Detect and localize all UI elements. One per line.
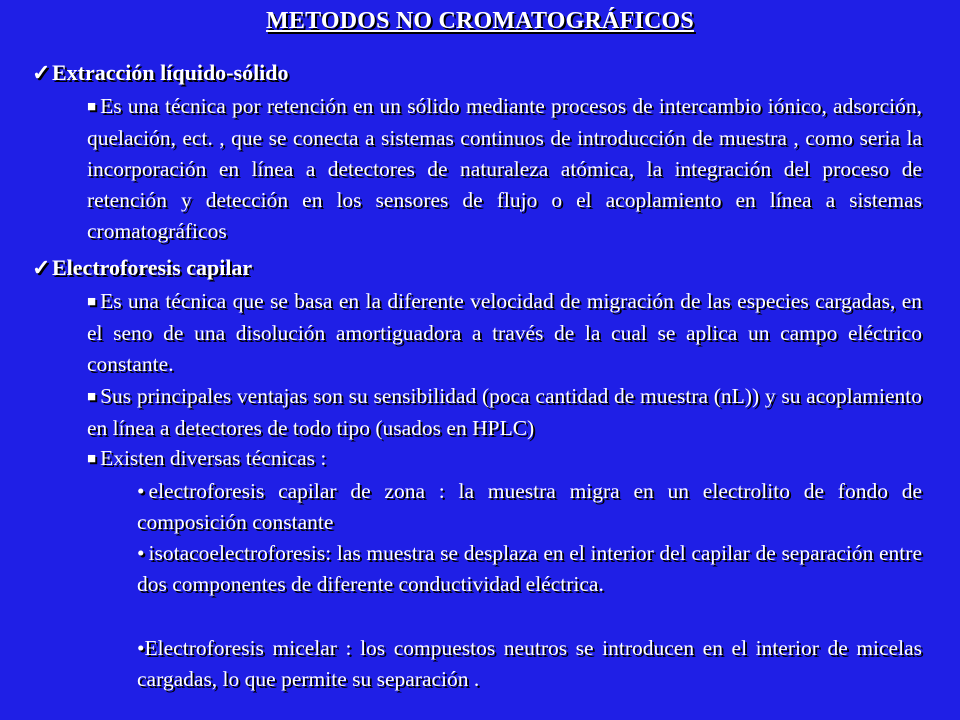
dot-bullet-icon: • xyxy=(137,636,145,660)
square-bullet-icon: ■ xyxy=(87,99,97,115)
square-bullet-icon: ■ xyxy=(87,451,97,467)
list-item-text: Sus principales ventajas son su sensibilidad (poca cantidad de muestra (nL)) y su acoplamiento en línea a detectores de todo tipo (usados en HPLC) xyxy=(87,384,922,440)
sub-list-item-text: isotacoelectroforesis: las muestra se desplaza en el interior del capilar de separación entre dos componentes de diferente conductividad eléctrica. xyxy=(137,541,922,596)
check-mark-icon: ✓ xyxy=(32,255,51,280)
list-item-text: Existen diversas técnicas : xyxy=(100,446,327,470)
square-bullet-icon: ■ xyxy=(87,294,97,310)
section-heading-label: Electroforesis capilar xyxy=(52,255,253,280)
list-item xyxy=(87,443,922,475)
sub-list-item xyxy=(137,476,922,538)
sub-list-item-text: electroforesis capilar de zona : la muestra migra en un electrolito de fondo de composición constante xyxy=(137,479,922,534)
list-item-text: Es una técnica que se basa en la diferente velocidad de migración de las especies cargadas, en el seno de una disolución amortiguadora a través de la cual se aplica un campo eléctrico constante. xyxy=(87,289,922,376)
dot-bullet-icon: • xyxy=(137,479,145,503)
section-heading-extraccion xyxy=(32,60,289,86)
section-heading-label: Extracción líquido-sólido xyxy=(52,60,289,85)
section-heading-electroforesis xyxy=(32,255,252,281)
check-mark-icon: ✓ xyxy=(32,60,51,85)
square-bullet-icon: ■ xyxy=(87,389,97,405)
list-item xyxy=(87,91,922,247)
sub-list-item xyxy=(137,538,922,600)
dot-bullet-icon: • xyxy=(137,541,145,565)
sub-list-item-text: Electroforesis micelar : los compuestos neutros se introducen en el interior de micelas cargadas, lo que permite su separación . xyxy=(137,636,922,691)
list-item xyxy=(87,286,922,380)
list-item xyxy=(87,381,922,444)
list-item-text: Es una técnica por retención en un sólido mediante procesos de intercambio iónico, adsorción, quelación, ect. , que se conecta a sistemas continuos de introducción de muestra , como seria la incorporación en línea a detectores de naturaleza atómica, la integración del proceso de retención y detección en los sensores de flujo o el acoplamiento en línea a sistemas cromatográficos xyxy=(87,94,922,243)
slide-title: METODOS NO CROMATOGRÁFICOS xyxy=(266,8,694,34)
sub-list-item xyxy=(137,633,922,695)
